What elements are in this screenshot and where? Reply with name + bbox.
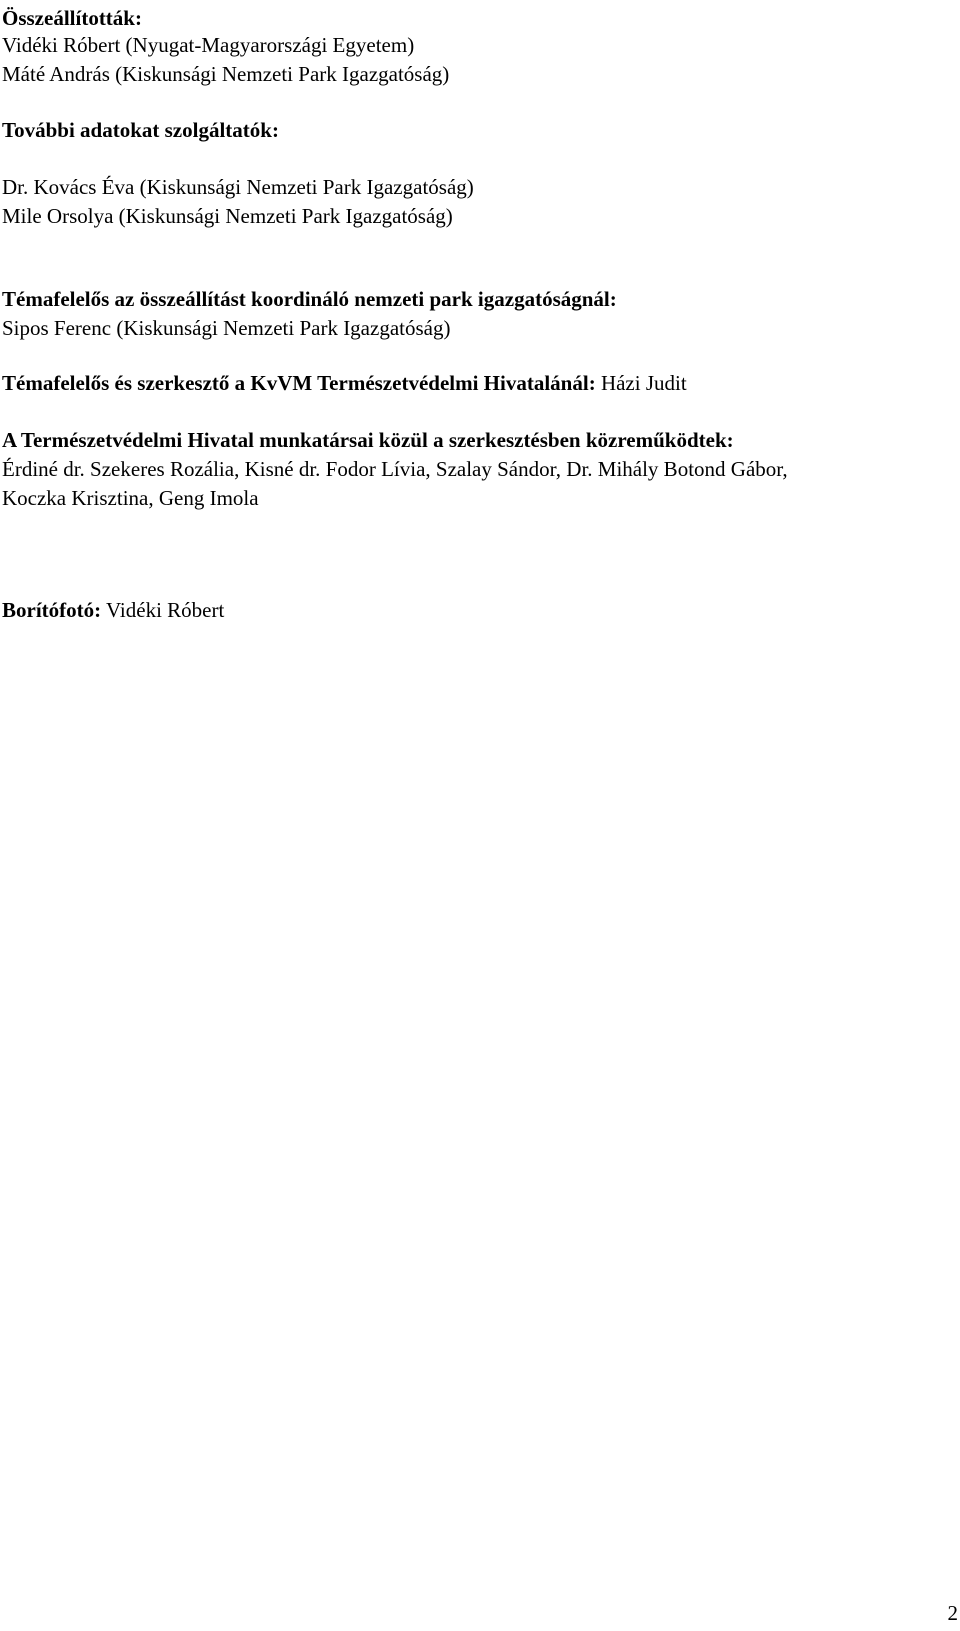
- editor-line: [2, 371, 687, 395]
- coordinator-name: Sipos Ferenc (Kiskunsági Nemzeti Park Igazgatóság): [2, 316, 451, 340]
- cover-photo-credit: Vidéki Róbert: [101, 598, 225, 622]
- page-number: 2: [947, 1601, 958, 1625]
- compiler-name: Máté András (Kiskunsági Nemzeti Park Igazgatóság): [2, 62, 450, 86]
- contributors-list: Koczka Krisztina, Geng Imola: [2, 486, 259, 510]
- data-provider-name: Dr. Kovács Éva (Kiskunsági Nemzeti Park Igazgatóság): [2, 175, 474, 199]
- cover-photo-line: [2, 598, 224, 622]
- contributors-heading: A Természetvédelmi Hivatal munkatársai közül a szerkesztésben közreműködtek:: [2, 428, 734, 452]
- data-providers-heading: További adatokat szolgáltatók:: [2, 118, 279, 142]
- cover-photo-label: Borítófotó:: [2, 598, 102, 622]
- editor-heading: Témafelelős és szerkesztő a KvVM Természetvédelmi Hivatalánál:: [2, 371, 596, 395]
- contributors-list: Érdiné dr. Szekeres Rozália, Kisné dr. Fodor Lívia, Szalay Sándor, Dr. Mihály Botond Gábor,: [2, 457, 788, 481]
- data-provider-name: Mile Orsolya (Kiskunsági Nemzeti Park Igazgatóság): [2, 204, 453, 228]
- compiler-name: Vidéki Róbert (Nyugat-Magyarországi Egyetem): [2, 33, 415, 57]
- compilers-heading: Összeállították:: [2, 6, 142, 30]
- coordinator-heading: Témafelelős az összeállítást koordináló nemzeti park igazgatóságnál:: [2, 287, 617, 311]
- editor-name: Házi Judit: [595, 371, 687, 395]
